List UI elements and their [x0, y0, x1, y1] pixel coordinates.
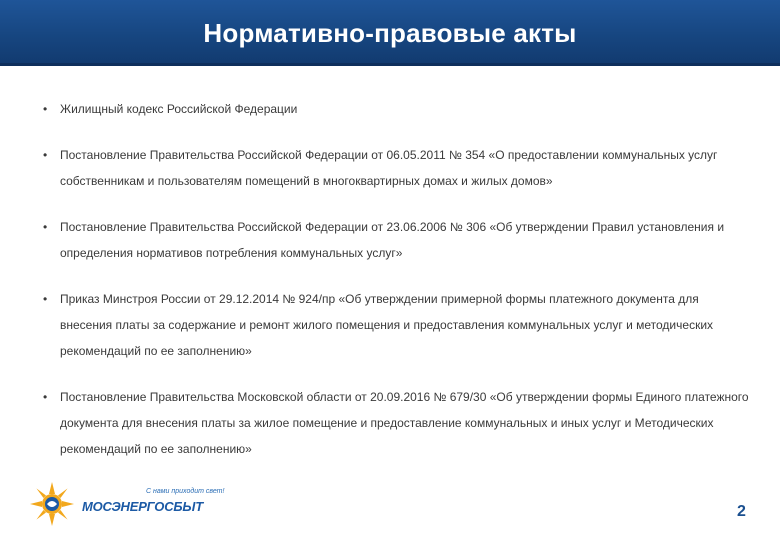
- logo-name: МОСЭНЕРГОСБЫТ: [82, 499, 203, 514]
- bullet-icon: •: [43, 390, 48, 404]
- list-item-text: Постановление Правительства Московской области от 20.09.2016 № 679/30 «Об утверждении формы Единого платежного документа для внесения платы за жилое помещение и предоставление коммунальных и иных услуг и Методических рекомендаций по ее заполнению»: [60, 390, 749, 456]
- page-title: Нормативно-правовые акты: [203, 18, 577, 48]
- bullet-icon: •: [43, 292, 48, 306]
- list-item: [40, 286, 752, 364]
- list-item: [40, 214, 752, 266]
- bullet-icon: •: [43, 102, 48, 116]
- bullet-icon: •: [43, 220, 48, 234]
- list-item-text: Жилищный кодекс Российской Федерации: [60, 102, 298, 116]
- list-item-text: Постановление Правительства Российской Федерации от 23.06.2006 № 306 «Об утверждении Правил установления и определения нормативов потребления коммунальных услуг»: [60, 220, 725, 260]
- title-bar: [0, 0, 780, 63]
- list-item: [40, 384, 752, 462]
- page-number: 2: [737, 503, 746, 520]
- header-divider: [0, 63, 780, 66]
- list-item-text: Приказ Минстроя России от 29.12.2014 № 924/пр «Об утверждении примерной формы платежного документа для внесения платы за содержание и ремонт жилого помещения и предоставления коммунальных услуг и методических рекомендаций по ее заполнению»: [60, 292, 714, 358]
- bullet-icon: •: [43, 148, 48, 162]
- list-item: [40, 142, 752, 194]
- logo-slogan: С нами приходит свет!: [146, 488, 225, 495]
- company-logo: [28, 480, 228, 528]
- sun-icon: [28, 480, 76, 528]
- list-item-text: Постановление Правительства Российской Федерации от 06.05.2011 № 354 «О предоставлении коммунальных услуг собственникам и пользователям помещений в многоквартирных домах и жилых домов»: [60, 148, 718, 188]
- acts-list: [40, 96, 752, 462]
- list-item: [40, 96, 752, 122]
